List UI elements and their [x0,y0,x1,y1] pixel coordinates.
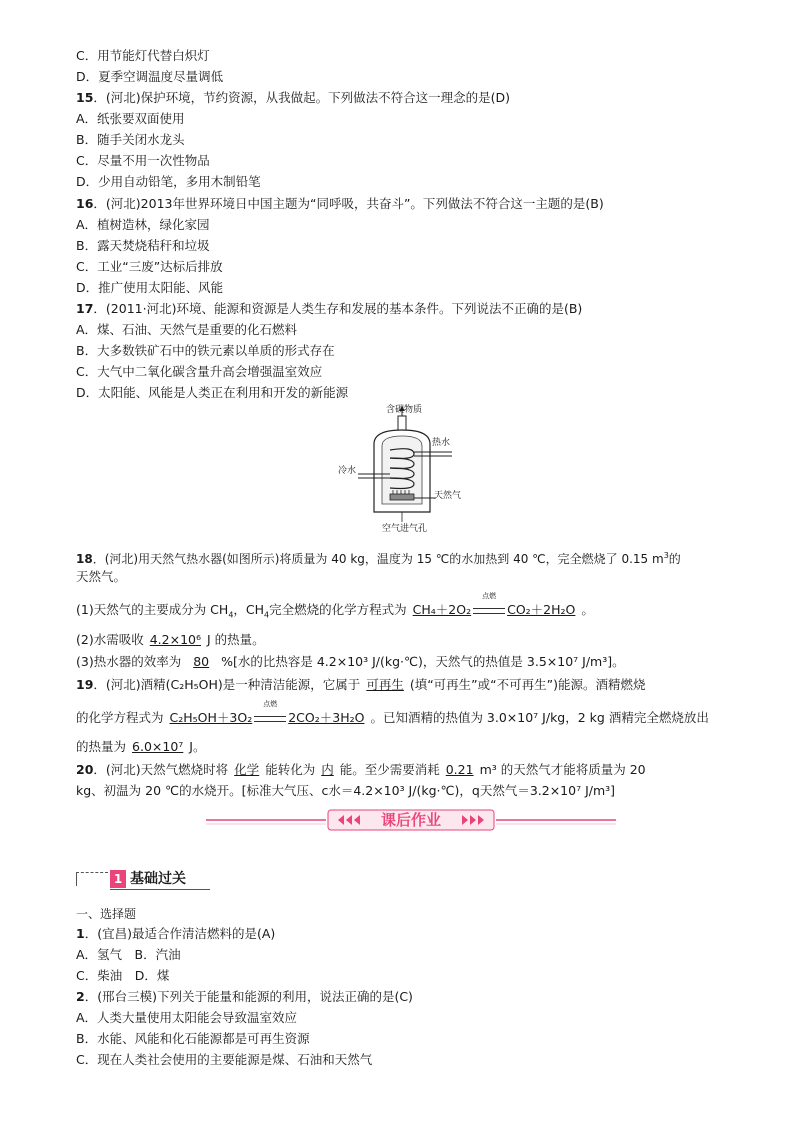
question-18-part-2 [76,630,265,650]
option-line: B．露天焚烧秸秆和垃圾 [76,238,210,253]
question-number: 2 [76,989,85,1004]
question-number: 16 [76,196,94,211]
question-stem: m³ 的天然气才能将质量为 20 [479,762,646,777]
question-number: 18 [76,552,93,566]
question-15 [76,88,510,108]
question-number: 17 [76,301,94,316]
equation-right: 2CO₂＋3H₂O [288,710,365,725]
section-underline [110,889,210,890]
option-line: D．太阳能、风能是人类正在利用和开发的新能源 [76,385,349,400]
part-text: J 的热量。 [207,632,265,647]
section-header [76,868,212,890]
water-heater-diagram [340,404,480,540]
answer-blank: 可再生 [366,677,404,692]
question-18-part-1 [76,592,594,626]
question-number: 1 [76,926,85,941]
superscript: 3 [663,551,669,560]
question-16 [76,194,604,214]
question-stem: 的化学方程式为 [76,710,164,725]
answer-blank: 6.0×10⁷ [132,739,184,754]
answer-blank: 4.2×10⁶ [149,632,201,647]
question-20 [76,760,646,780]
answer-blank: 0.21 [445,762,474,777]
part-text: (2)水需吸收 [76,632,144,647]
question-18-part-3 [76,652,625,672]
question-number: 15 [76,90,94,105]
question-20-line-2: kg、初温为 20 ℃的水烧开。[标准大气压、c水＝4.2×10³ J/(kg·℃)，q天然气＝3.2×10⁷ J/m³] [76,783,616,798]
option-line: D．推广使用太阳能、风能 [76,280,224,295]
question-19 [76,675,646,695]
question-stem: ．(河北)保护环境，节约资源，从我做起。下列做法不符合这一理念的是(D) [93,90,511,105]
question-stem: (填“可再生”或“不可再生”)能源。酒精燃烧 [409,677,646,692]
condition-label: 点燃 [263,700,278,708]
question-19-line-2 [76,700,709,728]
part-text: (1)天然气的主要成分为 CH [76,602,229,617]
homework-banner [206,808,616,832]
condition-label: 点燃 [482,592,497,600]
banner-title: 课后作业 [380,811,441,829]
part-text: (3)热水器的效率为 [76,654,182,669]
question-stem: ．(2011·河北)环境、能源和资源是人类生存和发展的基本条件。下列说法不正确的是(B) [93,301,583,316]
equation-left: CH₄＋2O₂ [412,602,472,617]
part-text: %[水的比热容是 4.2×10³ J/(kg·℃)，天然气的热值是 3.5×10⁷ J/m³]。 [221,654,625,669]
question-stem-end: 的 [668,552,681,566]
double-line [473,608,505,614]
figure-label-hot-water: 热水 [432,438,451,448]
homework-question-2 [76,987,413,1007]
question-stem: 能。至少需要消耗 [339,762,440,777]
figure-label-cold-water: 冷水 [338,466,357,476]
option-line: C．大气中二氧化碳含量升高会增强温室效应 [76,364,323,379]
answer-blank: 化学 [234,762,260,777]
question-stem: 的热量为 [76,739,127,754]
question-number: 19 [76,677,94,692]
question-stem: ．(河北)2013年世界环境日中国主题为“同呼吸，共奋斗”。下列做法不符合这一主题的是(B) [93,196,604,211]
reaction-condition [252,700,288,728]
section-bracket [76,872,77,886]
question-stem: ．(河北)天然气燃烧时将 [93,762,229,777]
part-heading: 一、选择题 [76,907,137,921]
part-text: 。 [581,602,594,617]
option-line: C．工业“三废”达标后排放 [76,259,223,274]
option-line: A．植树造林，绿化家园 [76,217,210,232]
option-line: B．水能、风能和化石能源都是可再生资源 [76,1031,310,1046]
question-17 [76,299,582,319]
question-19-line-3 [76,737,205,757]
option-line: D．夏季空调温度尽量调低 [76,69,224,84]
question-stem: ．(邢台三模)下列关于能量和能源的利用，说法正确的是(C) [84,989,413,1004]
option-line: C．现在人类社会使用的主要能源是煤、石油和天然气 [76,1052,373,1067]
equation-right: CO₂＋2H₂O [507,602,576,617]
question-stem: 能转化为 [265,762,316,777]
subscript: 4 [264,610,270,620]
option-line: B．随手关闭水龙头 [76,132,185,147]
reaction-condition [471,592,507,620]
question-stem: J。 [189,739,206,754]
option-line: C．用节能灯代替白炽灯 [76,48,210,63]
question-stem: ．(河北)用天然气热水器(如图所示)将质量为 40 kg，温度为 15 ℃的水加热到 40 ℃，完全燃烧了 0.15 m [92,552,664,566]
question-18 [76,546,681,569]
option-line: A．纸张要双面使用 [76,111,185,126]
question-number: 20 [76,762,94,777]
homework-question-1 [76,924,275,944]
section-title: 基础过关 [130,871,186,887]
section-number-badge: 1 [110,870,126,888]
section-dashed-line [76,872,108,873]
option-line: C．尽量不用一次性物品 [76,153,210,168]
answer-blank: 80 [193,654,210,669]
double-line [254,716,286,722]
part-text: ，CH [233,602,265,617]
figure-label-air-inlet: 空气进气孔 [382,524,428,534]
option-line: C．柴油 D．煤 [76,968,170,983]
option-line: D．少用自动铅笔，多用木制铅笔 [76,174,261,189]
part-text: 完全燃烧的化学方程式为 [269,602,407,617]
answer-equation [407,592,582,620]
answer-equation [164,700,371,728]
option-line: A．煤、石油、天然气是重要的化石燃料 [76,322,298,337]
subscript: 4 [228,610,234,620]
figure-label-gas: 天然气 [434,491,462,501]
answer-blank: 内 [321,762,334,777]
option-line: B．大多数铁矿石中的铁元素以单质的形式存在 [76,343,335,358]
question-stem: 。已知酒精的热值为 3.0×10⁷ J/kg，2 kg 酒精完全燃烧放出 [370,710,709,725]
question-stem-continued: 天然气。 [76,569,127,584]
option-line: A．氢气 B．汽油 [76,947,181,962]
option-line: A．人类大量使用太阳能会导致温室效应 [76,1010,298,1025]
equation-left: C₂H₅OH＋3O₂ [169,710,253,725]
figure-label-carbon: 含碳物质 [386,405,423,415]
question-stem: ．(河北)酒精(C₂H₅OH)是一种清洁能源，它属于 [93,677,361,692]
question-stem: ．(宜昌)最适合作清洁燃料的是(A) [84,926,276,941]
